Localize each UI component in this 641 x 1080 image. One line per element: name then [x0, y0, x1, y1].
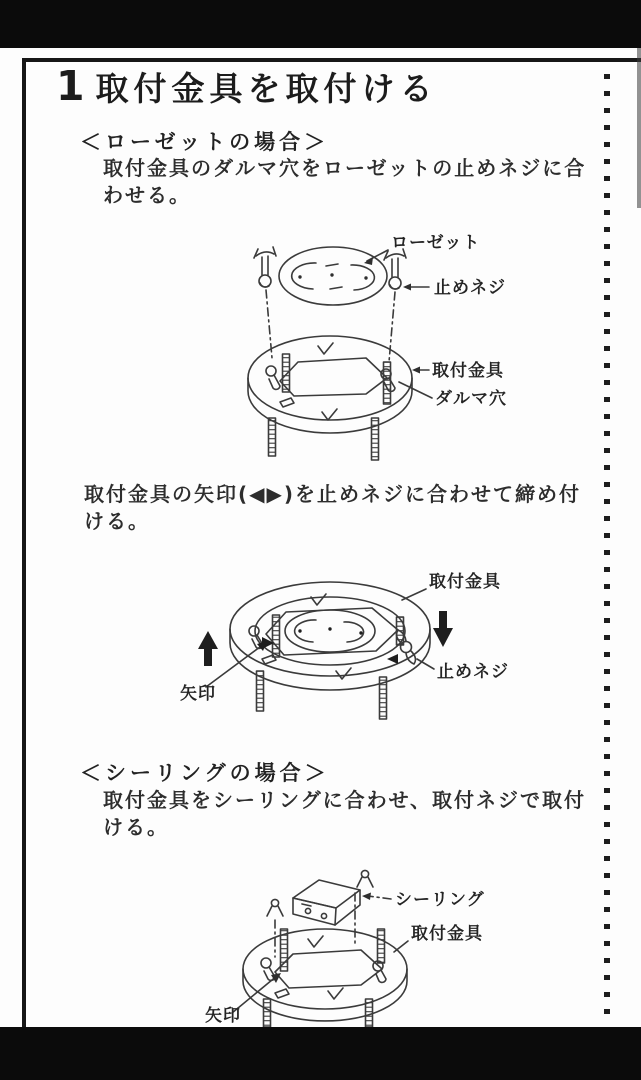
diagram-bracket-tighten [150, 571, 610, 755]
step-heading [56, 62, 438, 110]
top-black-bar [0, 0, 641, 48]
diagram1-label-rosette: ローゼット [391, 233, 481, 253]
diagram3-label-ceiling: シーリング [395, 890, 485, 910]
diagram1-label-set-screw: 止めネジ [434, 278, 506, 298]
subhead-ceiling-case: ＜シーリングの場合＞ [80, 761, 330, 785]
diagram-rosette-alignment [180, 226, 600, 472]
page-right-edge [637, 48, 641, 208]
para-rosette-instruction: 取付金具のダルマ穴をローゼットの止めネジに合 わせる。 [103, 156, 587, 207]
bottom-black-bar [0, 1027, 641, 1080]
diagram-ceiling-mount [150, 853, 610, 1029]
step-number: 1 [56, 62, 85, 110]
diagram1-arrowheads [298, 257, 420, 374]
diagram3-label-bracket: 取付金具 [411, 924, 483, 944]
diagram3-label-arrow: 矢印 [205, 1006, 241, 1026]
para-tighten-instruction: 取付金具の矢印(◀▶)を止めネジに合わせて締め付 ける。 [84, 482, 582, 533]
para-ceiling-instruction: 取付金具をシーリングに合わせ、取付ネジで取付 ける。 [103, 788, 586, 839]
diagram1-label-bracket: 取付金具 [432, 361, 504, 381]
diagram1-label-daruma-hole: ダルマ穴 [435, 389, 507, 409]
frame-top-rule [22, 58, 641, 62]
ceiling-box-and-bracket-drawing [232, 870, 408, 1027]
diagram2-label-bracket: 取付金具 [429, 572, 501, 592]
diagram2-label-arrow: 矢印 [180, 684, 216, 704]
diagram2-label-set-screw: 止めネジ [437, 662, 509, 682]
frame-left-rule [22, 58, 26, 1027]
subhead-rosette-case: ＜ローゼットの場合＞ [80, 130, 330, 154]
page-title: 取付金具を取付ける [95, 68, 438, 108]
rosette-and-bracket-drawing [248, 247, 432, 460]
bracket-rotation-drawing [206, 582, 434, 719]
